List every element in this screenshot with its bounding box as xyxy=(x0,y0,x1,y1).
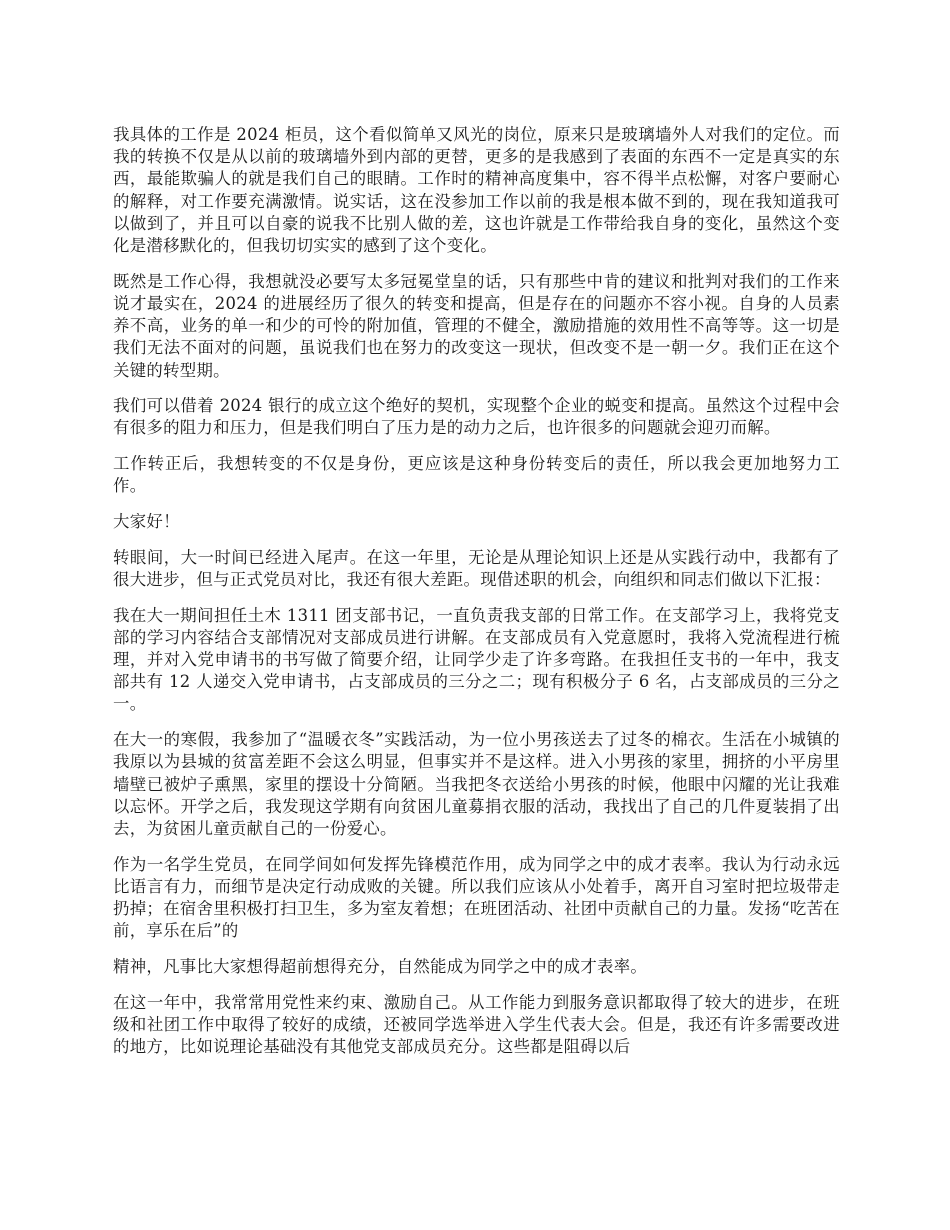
paragraph: 工作转正后，我想转变的不仅是身份，更应该是这种身份转变后的责任，所以我会更加地努力工作。 xyxy=(113,454,840,496)
document-body xyxy=(113,124,840,1072)
paragraph: 我在大一期间担任土木 1311 团支部书记，一直负责我支部的日常工作。在支部学习上，我将党支部的学习内容结合支部情况对支部成员进行讲解。在支部成员有入党意愿时，我将入党流程进行梳理，并对入党申请书的书写做了简要介绍，让同学少走了许多弯路。在我担任支书的一年中，我支部共有 12 人递交入党申请书，占支部成员的三分之二；现有积极分子 6 名，占支部成员的三分之一。 xyxy=(113,605,840,714)
paragraph: 转眼间，大一时间已经进入尾声。在这一年里，无论是从理论知识上还是从实践行动中，我都有了很大进步，但与正式党员对比，我还有很大差距。现借述职的机会，向组织和同志们做以下汇报： xyxy=(113,547,840,589)
paragraph: 我们可以借着 2024 银行的成立这个绝好的契机，实现整个企业的蜕变和提高。虽然这个过程中会有很多的阻力和压力，但是我们明白了压力是的动力之后，也许很多的问题就会迎刃而解。 xyxy=(113,396,840,438)
paragraph: 精神，凡事比大家想得超前想得充分，自然能成为同学之中的成才表率。 xyxy=(113,957,648,976)
paragraph: 在大一的寒假，我参加了“温暖衣冬”实践活动，为一位小男孩送去了过冬的棉衣。生活在小城镇的我原以为县城的贫富差距不会这么明显，但事实并不是这样。进入小男孩的家里，拥挤的小平房里墙壁已被炉子熏黑，家里的摆设十分简陋。当我把冬衣送给小男孩的时候，他眼中闪耀的光让我难以忘怀。开学之后，我发现这学期有向贫困儿童募捐衣服的活动，我找出了自己的几件夏装捐了出去，为贫困儿童贡献自己的一份爱心。 xyxy=(113,730,840,838)
paragraph: 既然是工作心得，我想就没必要写太多冠冕堂皇的话，只有那些中肯的建议和批判对我们的工作来说才最实在，2024 的进展经历了很久的转变和提高，但是存在的问题亦不容小视。自身的人员素养不高，业务的单一和少的可怜的附加值，管理的不健全，激励措施的效用性不高等等。这一切是我们无法不面对的问题，虽说我们也在努力的改变这一现状，但改变不是一朝一夕。我们正在这个关键的转型期。 xyxy=(113,271,840,380)
greeting: 大家好！ xyxy=(113,512,180,532)
paragraph: 我具体的工作是 2024 柜员，这个看似简单又风光的岗位，原来只是玻璃墙外人对我们的定位。而我的转换不仅是从以前的玻璃墙外到内部的更替，更多的是我感到了表面的东西不一定是真实的东西，最能欺骗人的就是我们自己的眼睛。工作时的精神高度集中，容不得半点松懈，对客户要耐心的解释，对工作要充满激情。说实话，这在没参加工作以前的我是根本做不到的，现在我知道我可以做到了，并且可以自豪的说我不比别人做的差，这也许就是工作带给我自身的变化，虽然这个变化是潜移默化的，但我切切实实的感到了这个变化。 xyxy=(113,125,840,256)
paragraph: 作为一名学生党员，在同学间如何发挥先锋模范作用，成为同学之中的成才表率。我认为行动永远比语言有力，而细节是决定行动成败的关键。所以我们应该从小处着手，离开自习室时把垃圾带走扔掉；在宿舍里积极打扫卫生，多为室友着想；在班团活动、社团中贡献自己的力量。发扬“吃苦在前，享乐在后”的 xyxy=(113,854,840,941)
paragraph: 在这一年中，我常常用党性来约束、激励自己。从工作能力到服务意识都取得了较大的进步，在班级和社团工作中取得了较好的成绩，还被同学选举进入学生代表大会。但是，我还有许多需要改进的地方，比如说理论基础没有其他党支部成员充分。这些都是阻碍以后 xyxy=(113,992,840,1057)
